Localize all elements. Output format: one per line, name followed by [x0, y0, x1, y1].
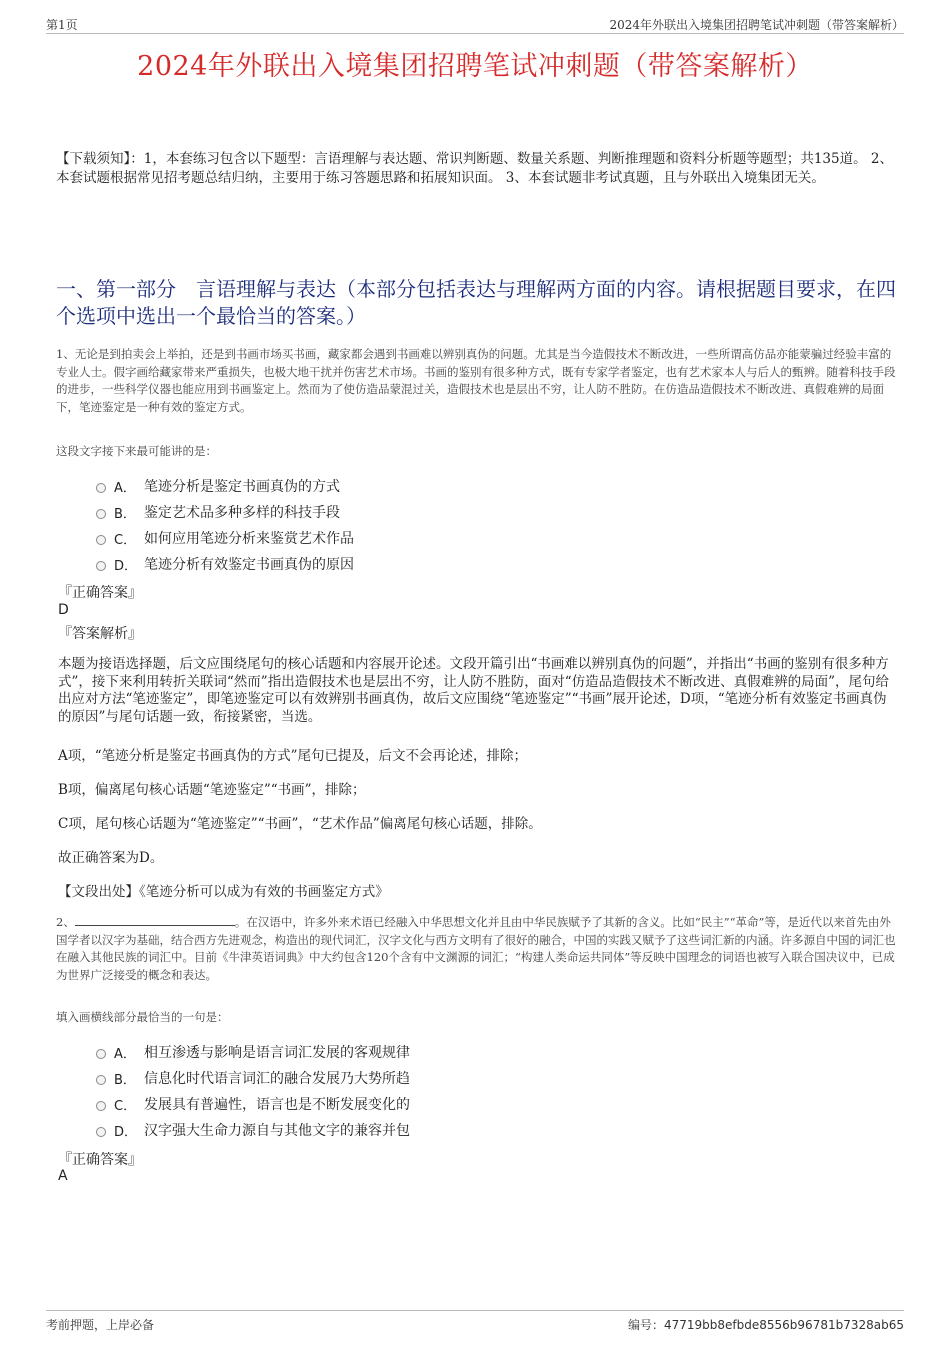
radio-icon[interactable] — [96, 561, 106, 571]
analysis-c-line: C项，尾句核心话题为“笔迹鉴定”“书画”，“艺术作品”偏离尾句核心话题，排除。 — [58, 816, 542, 832]
option-d[interactable]: D． 汉字强大生命力源自与其他文字的兼容并包 — [96, 1117, 410, 1143]
answer-value: A — [58, 1168, 68, 1184]
option-b[interactable]: B． 鉴定艺术品多种多样的科技手段 — [96, 499, 354, 525]
radio-icon[interactable] — [96, 1049, 106, 1059]
question-1-text: 1、无论是到拍卖会上举拍，还是到书画市场买书画，藏家都会遇到书画难以辨别真伪的问题。尤其是当今造假技术不断改进，一些所谓高仿品亦能蒙骗过经验丰富的专业人士。假字画给藏家带来严重损失，也极大地干扰并伤害艺术市场。书画的鉴别有很多种方式，既有专家学者鉴定，也有艺术家本人与后人的甄辨。随着科技手段的进步，一些科学仪器也能应用到书画鉴定上。然而为了使仿造品蒙混过关，造假技术也是层出不穷，让人防不胜防。在仿造品造假技术不断改进、真假难辨的局面下，笔迹鉴定是一种有效的鉴定方式。 — [56, 347, 896, 414]
option-b[interactable]: B． 信息化时代语言词汇的融合发展乃大势所趋 — [96, 1065, 410, 1091]
analysis-label: 『答案解析』 — [58, 626, 142, 642]
page-footer — [46, 1310, 904, 1332]
option-a[interactable]: A． 笔迹分析是鉴定书画真伪的方式 — [96, 473, 354, 499]
radio-icon[interactable] — [96, 1075, 106, 1085]
option-c[interactable]: C． 如何应用笔迹分析来鉴赏艺术作品 — [96, 525, 354, 551]
radio-icon[interactable] — [96, 509, 106, 519]
radio-icon[interactable] — [96, 483, 106, 493]
question-2-text: 2、 。在汉语中，许多外来术语已经融入中华思想文化并且由中华民族赋予了其新的含义。比如“民主”“革命”等，是近代以来首先由外国学者以汉字为基础，结合西方先进观念，构造出的现代词汇，汉字文化与西方文明有了很好的融合，中国的实践又赋予了这些词汇新的内涵。许多源自中国的词汇也在融入其他民族的词汇中。目前《牛津英语词典》中大约包含120个含有中文渊源的词汇；“构建人类命运共同体”等反映中国理念的词语也被写入联合国决议中，已成为世界广泛接受的概念和表达。 — [56, 915, 896, 982]
page-header — [46, 14, 904, 34]
page-number: 第1页 — [46, 18, 78, 32]
analysis-b-line: B项，偏离尾句核心话题“笔迹鉴定”“书画”，排除； — [58, 782, 366, 798]
passage-source: 【文段出处】《笔迹分析可以成为有效的书画鉴定方式》 — [58, 884, 389, 900]
analysis-text: 本题为接语选择题，后文应围绕尾句的核心话题和内容展开论述。文段开篇引出“书画难以辨别真伪的问题”，并指出“书画的鉴别有很多种方式”，接下来利用转折关联词“然而”指出造假技术也是层出不穷，让人防不胜防，面对“仿造品造假技术不断改进、真假难辨的局面”，尾句给出应对方法“笔迹鉴定”，即笔迹鉴定可以有效辨别书画真伪，故后文应围绕“笔迹鉴定”“书画”展开论述，D项，“笔迹分析有效鉴定书画真伪的原因”与尾句话题一致，衔接紧密，当选。 — [58, 656, 890, 725]
answer-label: 『正确答案』 — [58, 1152, 142, 1168]
answer-value: D — [58, 602, 69, 618]
option-c[interactable]: C． 发展具有普遍性，语言也是不断发展变化的 — [96, 1091, 410, 1117]
section-heading: 一、第一部分 言语理解与表达（本部分包括表达与理解两方面的内容。请根据题目要求，在四个选项中选出一个最恰当的答案。） — [56, 277, 896, 328]
question-2-options — [96, 1039, 410, 1143]
question-2-prompt: 填入画横线部分最恰当的一句是： — [56, 1010, 229, 1024]
fill-blank — [75, 914, 235, 926]
radio-icon[interactable] — [96, 1101, 106, 1111]
answer-label: 『正确答案』 — [58, 585, 142, 601]
analysis-a-line: A项，“笔迹分析是鉴定书画真伪的方式”尾句已提及，后文不会再论述，排除； — [58, 748, 528, 764]
analysis-conclusion: 故正确答案为D。 — [58, 850, 164, 866]
option-d[interactable]: D． 笔迹分析有效鉴定书画真伪的原因 — [96, 551, 354, 577]
question-1-options — [96, 473, 354, 577]
document-title: 2024年外联出入境集团招聘笔试冲刺题（带答案解析） — [137, 51, 813, 82]
header-doc-title: 2024年外联出入境集团招聘笔试冲刺题（带答案解析） — [609, 18, 904, 32]
question-1-prompt: 这段文字接下来最可能讲的是： — [56, 444, 217, 458]
radio-icon[interactable] — [96, 1127, 106, 1137]
radio-icon[interactable] — [96, 535, 106, 545]
footer-serial: 编号：47719bb8efbde8556b96781b7328ab65 — [628, 1318, 904, 1332]
download-notice: 【下载须知】：1，本套练习包含以下题型：言语理解与表达题、常识判断题、数量关系题、判断推理题和资料分析题等题型；共135道。 2、本套试题根据常见招考题总结归纳，主要用于练习答题思路和拓展知识面。 3、本套试题非考试真题，且与外联出入境集团无关。 — [56, 151, 893, 186]
option-a[interactable]: A． 相互渗透与影响是语言词汇发展的客观规律 — [96, 1039, 410, 1065]
footer-slogan: 考前押题，上岸必备 — [46, 1318, 155, 1332]
